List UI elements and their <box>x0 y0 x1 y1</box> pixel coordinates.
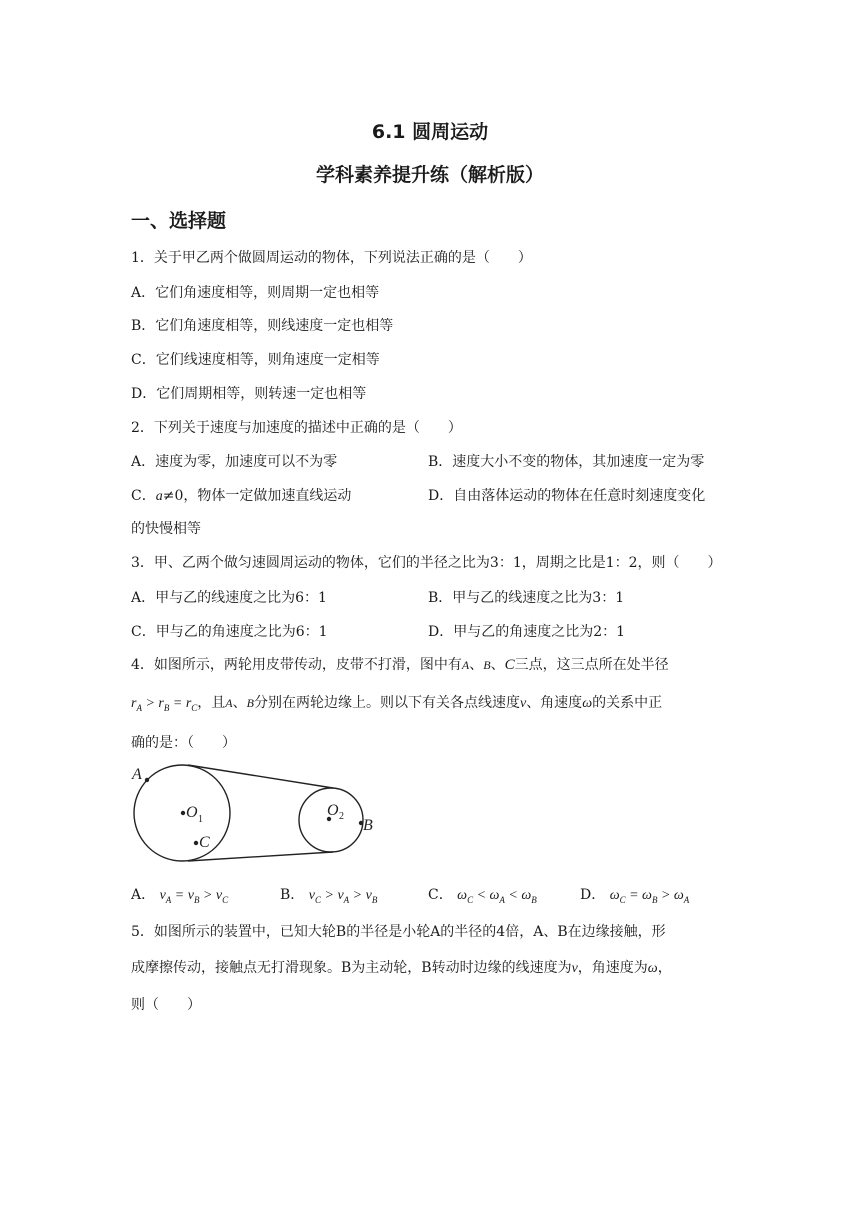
belt-top <box>188 765 333 788</box>
q4-point-b-2: B <box>246 696 254 710</box>
q2-option-c <box>131 485 351 505</box>
q5-text-2-mid: ，角速度为 <box>577 960 648 976</box>
q4-option-c <box>428 884 537 905</box>
q5-line-1: 5．如图所示的装置中，已知大轮B的半径是小轮A的半径的4倍，A、B在边缘接触，形 <box>131 924 666 940</box>
label-b: B <box>363 817 373 834</box>
label-c: C <box>199 834 210 851</box>
page-subtitle: 学科素养提升练（解析版） <box>315 164 544 186</box>
q4-sep-3: 、 <box>232 695 247 711</box>
q3-option-c: C．甲与乙的角速度之比为6：1 <box>131 624 328 640</box>
label-o2: O <box>327 802 339 819</box>
q4-text-2-tail: 的关系中正 <box>592 695 663 711</box>
q4-option-c-label: C． <box>428 887 453 903</box>
q3-option-d: D．甲与乙的角速度之比为2：1 <box>428 624 626 640</box>
q1-option-d: D．它们周期相等，则转速一定也相等 <box>131 386 367 402</box>
q4-option-b-math: $v_C > v_A > v_B$ <box>308 888 378 905</box>
q4-point-a: A <box>461 658 470 672</box>
q4-text-1: 4．如图所示，两轮用皮带传动，皮带不打滑，图中有 <box>131 657 462 673</box>
q2-option-d: D．自由落体运动的物体在任意时刻速度变化 <box>428 488 706 504</box>
q4-option-d <box>580 884 689 905</box>
q5-text-2: 成摩擦传动，接触点无打滑现象。B为主动轮，B转动时边缘的线速度为 <box>131 960 572 976</box>
q4-option-b <box>280 884 377 905</box>
label-o1-sub: 1 <box>198 814 203 825</box>
q4-text-1-end: 三点，这三点所在处半径 <box>514 657 669 673</box>
q2-option-a: A．速度为零，加速度可以不为零 <box>131 454 338 470</box>
q4-point-b: B <box>483 658 491 672</box>
page-title: 6.1 圆周运动 <box>371 121 489 143</box>
q2-option-c-text: ≠0，物体一定做加速直线运动 <box>162 488 352 504</box>
q2-option-b: B．速度大小不变的物体，其加速度一定为零 <box>428 454 705 470</box>
q5-line-2 <box>131 957 672 977</box>
q4-line-2 <box>131 692 662 713</box>
q4-var-v: v <box>519 696 527 711</box>
q5-text-2-end: ， <box>657 960 672 976</box>
q2-option-d-continued: 的快慢相等 <box>131 521 201 537</box>
q4-option-d-math: $\omega_C = \omega_B > \omega_A$ <box>609 888 690 905</box>
q4-option-a-label: A． <box>131 887 156 903</box>
section-heading: 一、选择题 <box>131 210 227 232</box>
q4-line-1 <box>131 654 669 674</box>
point-o1-dot <box>181 811 185 815</box>
label-a: A <box>132 766 142 783</box>
point-c-dot <box>194 841 198 845</box>
label-o1: O <box>186 804 198 821</box>
point-a-dot <box>145 778 149 782</box>
q3-option-a: A．甲与乙的线速度之比为6：1 <box>131 590 327 606</box>
q4-sep-2: 、 <box>490 657 505 673</box>
q4-option-a-math: $v_A = v_B > v_C$ <box>159 888 229 905</box>
q1-option-c: C．它们线速度相等，则角速度一定相等 <box>131 352 380 368</box>
q4-radius-relation: $r_A > r_B = r_C$ <box>131 696 198 713</box>
q3-stem: 3．甲、乙两个做匀速圆周运动的物体，它们的半径之比为3：1，周期之比是1：2，则（ ） <box>131 555 722 571</box>
belt-bottom <box>188 852 333 861</box>
q2-stem: 2．下列关于速度与加速度的描述中正确的是（ ） <box>131 420 462 436</box>
small-wheel <box>299 788 363 852</box>
q2-option-c-prefix: C． <box>131 488 156 504</box>
q5-var-v: v <box>571 961 578 976</box>
q4-var-omega: ω <box>582 696 593 711</box>
q4-point-c: C <box>504 657 515 673</box>
q4-text-2: ，且 <box>197 695 226 711</box>
q1-stem: 1．关于甲乙两个做圆周运动的物体，下列说法正确的是（ ） <box>131 250 532 266</box>
q4-text-2-end: 分别在两轮边缘上。则以下有关各点线速度 <box>253 695 520 711</box>
belt-drive-figure <box>128 760 388 870</box>
q2-option-c-var: a <box>155 489 163 504</box>
q4-text-2-comma: 、角速度 <box>526 695 583 711</box>
q4-option-d-label: D． <box>580 887 606 903</box>
q5-line-3: 则（ ） <box>131 997 201 1013</box>
q3-option-b: B．甲与乙的线速度之比为3：1 <box>428 590 625 606</box>
q4-point-a-2: A <box>225 696 233 710</box>
q4-option-b-label: B． <box>280 887 305 903</box>
label-o2-sub: 2 <box>339 811 344 822</box>
q5-var-omega: ω <box>647 961 658 976</box>
q4-option-c-math: $\omega_C < \omega_A < \omega_B$ <box>457 888 537 905</box>
q4-option-a <box>131 884 228 905</box>
q1-option-b: B．它们角速度相等，则线速度一定也相等 <box>131 318 394 334</box>
q4-line-3: 确的是：（ ） <box>131 735 236 751</box>
q4-sep-1: 、 <box>469 657 484 673</box>
q1-option-a: A．它们角速度相等，则周期一定也相等 <box>131 285 380 301</box>
